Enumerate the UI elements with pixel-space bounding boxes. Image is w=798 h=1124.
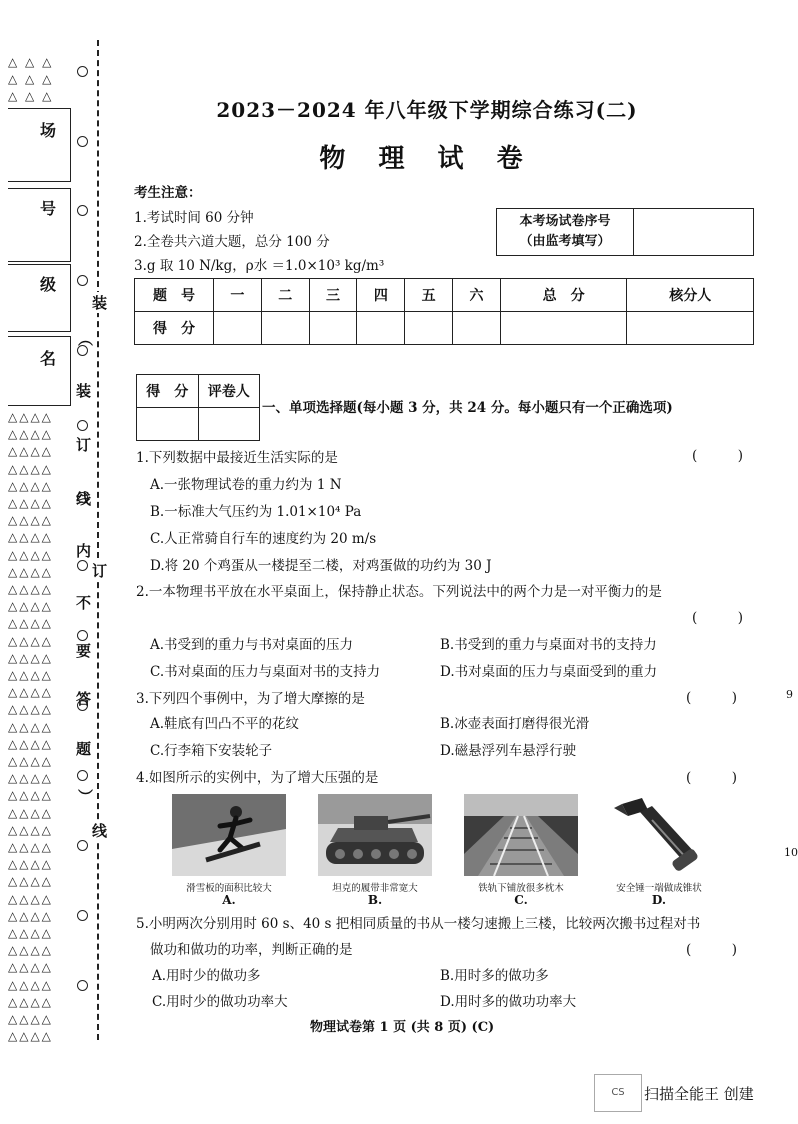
triangle-row: △△△△ xyxy=(8,702,53,717)
score-cell[interactable] xyxy=(357,312,405,345)
triangle-row: △△△△ xyxy=(8,564,53,579)
answer-paren[interactable]: ( ) xyxy=(686,690,738,706)
binding-hole xyxy=(77,560,88,571)
q3-option-c: C.行李箱下安装轮子 xyxy=(150,743,273,759)
binding-char: 要 xyxy=(76,642,92,660)
triangle-row: △△△△ xyxy=(8,926,53,940)
triangle-pattern: △ △ △ xyxy=(8,72,54,86)
triangle-row: △△△△ xyxy=(8,650,53,665)
triangle-row: △△△△ xyxy=(8,685,53,700)
q1-option-d: D.将 20 个鸡蛋从一楼提至二楼，对鸡蛋做的功约为 30 J xyxy=(150,558,492,574)
triangle-row: △△△△ xyxy=(8,960,53,975)
score-table xyxy=(134,278,754,345)
score-header-cell: 五 xyxy=(405,279,453,312)
binding-dashed-line xyxy=(97,40,99,1040)
binding-char: ︶ xyxy=(78,788,94,806)
notice-item: 3.g 取 10 N/kg，ρ水 ＝1.0×10³ kg/m³ xyxy=(134,258,385,274)
binding-hole xyxy=(77,770,88,781)
score-cell[interactable] xyxy=(309,312,357,345)
score-row-label: 得 分 xyxy=(135,312,214,345)
binding-hole xyxy=(77,275,88,286)
binding-hole xyxy=(77,980,88,991)
score-table-score-row xyxy=(135,312,754,345)
q3-option-d: D.磁悬浮列车悬浮行驶 xyxy=(440,743,577,759)
triangle-row: △△△△ xyxy=(8,891,53,906)
score-header-cell: 题 号 xyxy=(135,279,214,312)
triangle-row: △△△△ xyxy=(8,857,53,872)
triangle-row: △△△△ xyxy=(8,719,53,734)
side-label-room: 场 xyxy=(40,121,57,140)
score-header-cell: 核分人 xyxy=(627,279,754,312)
answer-paren[interactable]: ( ) xyxy=(686,942,738,958)
triangle-pattern: △ △ △ xyxy=(8,89,54,103)
triangle-row: △△△△ xyxy=(8,668,53,682)
score-header-cell: 六 xyxy=(453,279,501,312)
notice-heading: 考生注意： xyxy=(134,185,202,201)
binding-hole xyxy=(77,66,88,77)
binding-char: 不 xyxy=(76,594,92,612)
triangle-row: △△△△ xyxy=(8,496,53,510)
score-header-cell: 三 xyxy=(309,279,357,312)
q2-option-a: A.书受到的重力与书对桌面的压力 xyxy=(150,637,354,653)
question-5-stem-line2: 做功和做功的功率，判断正确的是 xyxy=(150,942,353,958)
score-header-cell: 总 分 xyxy=(500,279,627,312)
triangle-row: △△△△ xyxy=(8,444,53,459)
section-title: 一、单项选择题(每小题 3 分，共 24 分。每小题只有一个正确选项) xyxy=(262,400,673,416)
answer-paren[interactable]: ( ) xyxy=(686,770,738,786)
triangle-row: △△△△ xyxy=(8,771,53,786)
seat-box-line1: 本考场试卷序号 xyxy=(519,214,611,229)
photo-tank xyxy=(318,794,432,876)
question-2-stem: 2.一本物理书平放在水平桌面上，保持静止状态。下列说法中的两个力是一对平衡力的是 xyxy=(136,584,662,600)
triangle-row: △△△△ xyxy=(8,1012,53,1026)
q5-option-c: C.用时少的做功功率大 xyxy=(152,994,288,1010)
photo-letter-a: A. xyxy=(222,893,236,907)
triangle-row: △△△△ xyxy=(8,547,53,562)
binding-char: 内 xyxy=(76,542,92,560)
binding-char: 订 xyxy=(92,562,108,580)
q5-option-d: D.用时多的做功功率大 xyxy=(440,994,577,1010)
triangle-row: △△△△ xyxy=(8,840,53,854)
binding-char: 题 xyxy=(76,740,92,758)
score-header-cell: 二 xyxy=(261,279,309,312)
triangle-row: △△△△ xyxy=(8,943,53,958)
binding-char: 装 xyxy=(92,294,108,312)
triangle-row: △△△△ xyxy=(8,633,53,648)
grader-name-label: 评卷人 xyxy=(198,375,260,408)
side-label-name: 名 xyxy=(40,349,57,368)
binding-hole xyxy=(77,910,88,921)
photo-letter-b: B. xyxy=(367,893,383,907)
grader-box xyxy=(136,374,260,441)
binding-char: 订 xyxy=(76,436,92,454)
side-label-number: 号 xyxy=(40,199,57,218)
photo-railway xyxy=(464,794,578,876)
binding-hole xyxy=(77,205,88,216)
triangle-row: △△△△ xyxy=(8,994,53,1009)
photo-letter-d: D. xyxy=(651,893,667,907)
photo-caption-a: 滑雪板的面积比较大 xyxy=(186,883,272,894)
binding-hole xyxy=(77,840,88,851)
triangle-row: △△△△ xyxy=(8,513,53,528)
photo-caption-d: 安全锤一端做成锥状 xyxy=(616,883,702,894)
triangle-row: △△△△ xyxy=(8,754,53,768)
score-cell[interactable] xyxy=(214,312,262,345)
grader-name-cell[interactable] xyxy=(198,408,260,441)
binding-char: 线 xyxy=(92,822,108,840)
q1-option-c: C.人正常骑自行车的速度约为 20 m/s xyxy=(150,531,377,547)
photo-caption-b: 坦克的履带非常宽大 xyxy=(332,883,418,894)
score-table-header-row xyxy=(135,279,754,312)
edge-mark: 10 xyxy=(784,846,798,859)
photo-safety-hammer xyxy=(612,794,706,876)
q3-option-b: B.冰壶表面打磨得很光滑 xyxy=(440,716,590,732)
q2-option-b: B.书受到的重力与桌面对书的支持力 xyxy=(440,637,657,653)
q3-option-a: A.鞋底有凹凸不平的花纹 xyxy=(150,716,300,732)
score-cell[interactable] xyxy=(627,312,754,345)
scanner-logo xyxy=(594,1074,642,1112)
photo-letter-c: C. xyxy=(514,893,528,907)
q5-option-a: A.用时少的做功多 xyxy=(152,968,261,984)
triangle-pattern: △ △ △ xyxy=(8,55,54,69)
side-label-class: 级 xyxy=(40,275,57,294)
q2-option-c: C.书对桌面的压力与桌面对书的支持力 xyxy=(150,664,381,680)
q5-option-b: B.用时多的做功多 xyxy=(440,968,549,984)
notice-item: 2.全卷共六道大题，总分 100 分 xyxy=(134,234,330,250)
binding-char: ︵ xyxy=(78,330,94,348)
q1-option-b: B.一标准大气压约为 1.01×10⁴ Pa xyxy=(150,504,362,520)
triangle-row: △△△△ xyxy=(8,788,53,803)
answer-paren[interactable]: ( ) xyxy=(692,610,744,626)
seat-number-input[interactable] xyxy=(634,209,754,256)
score-cell[interactable] xyxy=(453,312,501,345)
question-1-stem: 1.下列数据中最接近生活实际的是 xyxy=(136,450,338,466)
triangle-row: △△△△ xyxy=(8,582,53,596)
triangle-row: △△△△ xyxy=(8,822,53,837)
page-footer: 物理试卷第 1 页 (共 8 页) (C) xyxy=(310,1020,495,1035)
score-header-cell: 四 xyxy=(357,279,405,312)
score-header-cell: 一 xyxy=(214,279,262,312)
scanner-logo-text: CS xyxy=(611,1087,625,1098)
triangle-row: △△△△ xyxy=(8,599,53,614)
triangle-row: △△△△ xyxy=(8,908,53,923)
binding-char: 答 xyxy=(76,690,92,708)
triangle-row: △△△△ xyxy=(8,427,53,442)
exam-subtitle: 物 理 试 卷 xyxy=(319,144,535,174)
q1-option-a: A.一张物理试卷的重力约为 1 N xyxy=(150,477,342,493)
score-cell[interactable] xyxy=(261,312,309,345)
triangle-row: △△△△ xyxy=(8,977,53,992)
triangle-row: △△△△ xyxy=(8,736,53,751)
score-cell[interactable] xyxy=(500,312,627,345)
q2-option-d: D.书对桌面的压力与桌面受到的重力 xyxy=(440,664,658,680)
question-4-stem: 4.如图所示的实例中，为了增大压强的是 xyxy=(136,770,379,786)
triangle-row: △△△△ xyxy=(8,874,53,889)
photo-caption-c: 铁轨下铺放很多枕木 xyxy=(478,883,564,894)
triangle-row: △△△△ xyxy=(8,530,53,545)
seat-number-box xyxy=(496,208,754,256)
binding-char: 线 xyxy=(76,490,92,508)
exam-title: 2023－2024 年八年级下学期综合练习(二) xyxy=(216,98,638,122)
question-3-stem: 3.下列四个事例中，为了增大摩擦的是 xyxy=(136,691,365,707)
triangle-row: △△△△ xyxy=(8,410,53,424)
photo-snowboard xyxy=(172,794,286,876)
seat-box-line2: （由监考填写） xyxy=(519,234,611,249)
grader-score-cell[interactable] xyxy=(137,408,199,441)
triangle-row: △△△△ xyxy=(8,805,53,820)
binding-hole xyxy=(77,420,88,431)
triangle-row: △△△△ xyxy=(8,478,53,493)
triangle-row: △△△△ xyxy=(8,616,53,631)
answer-paren[interactable]: ( ) xyxy=(692,448,744,464)
triangle-row: △△△△ xyxy=(8,461,53,476)
watermark-text: 扫描全能王 创建 xyxy=(644,1085,754,1103)
triangle-row: △△△△ xyxy=(8,1029,53,1044)
score-cell[interactable] xyxy=(405,312,453,345)
edge-mark: 9 xyxy=(786,688,793,701)
grader-score-label: 得 分 xyxy=(137,375,199,408)
question-5-stem-line1: 5.小明两次分别用时 60 s、40 s 把相同质量的书从一楼匀速搬上三楼，比较两次搬书过程对书 xyxy=(136,916,701,932)
notice-item: 1.考试时间 60 分钟 xyxy=(134,210,254,226)
binding-char: 装 xyxy=(76,382,92,400)
